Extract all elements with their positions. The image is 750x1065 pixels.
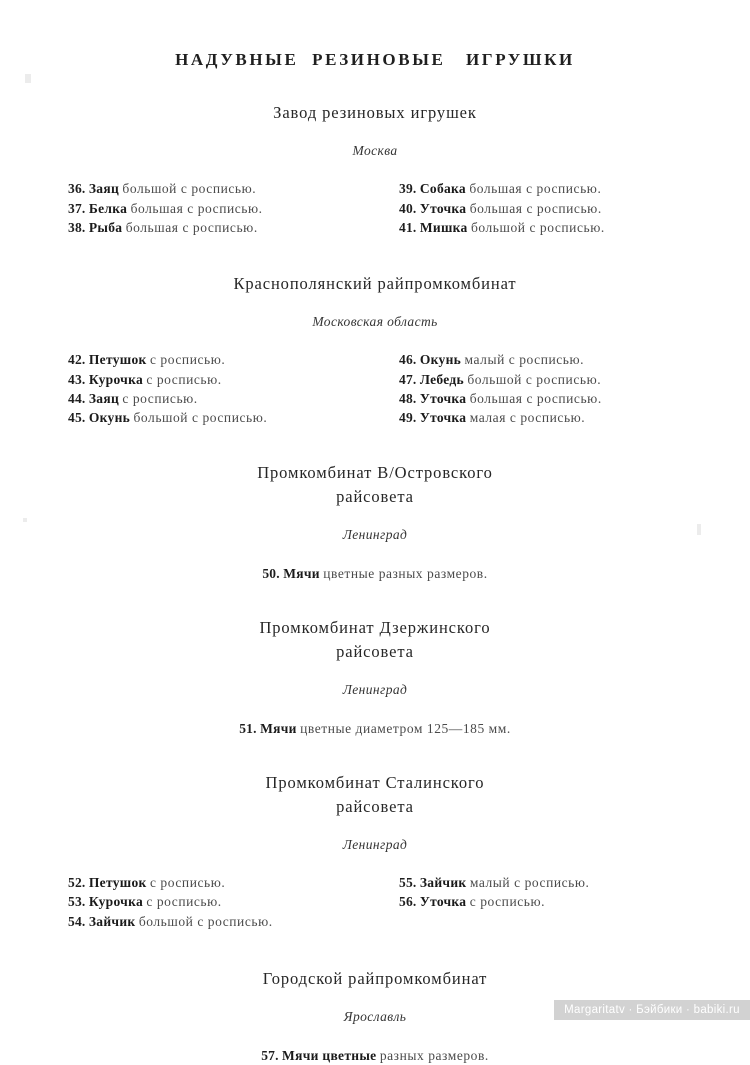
factory-name: Городской райпромкомбинат (262, 968, 488, 988)
item-number: 57. (261, 1048, 279, 1064)
factory-city: Московская область (312, 314, 438, 330)
list-item (68, 199, 350, 218)
factory-name-line1: Промкомбинат В/Островского (257, 463, 493, 483)
item-description: большой с росписью. (470, 219, 605, 235)
item-description: большая с росписью. (469, 390, 602, 406)
section-zavod-rezinovyh-igrushek (0, 101, 750, 237)
watermark: Margaritatv · Бэйбики · babiki.ru (554, 1000, 750, 1020)
item-number: 43. (68, 371, 86, 387)
item-name: Рыба (88, 219, 123, 235)
item-name: Лебедь (419, 371, 464, 387)
list-item (0, 1046, 750, 1065)
item-description: малая с росписью. (469, 410, 586, 426)
item-columns (0, 179, 750, 237)
item-name: Заяц (88, 181, 120, 197)
list-item (399, 370, 750, 389)
item-number: 51. (239, 721, 257, 737)
item-description: большая с росписью. (469, 200, 602, 216)
item-name: Зайчик (88, 913, 136, 929)
factory-name: Завод резиновых игрушек (273, 103, 477, 122)
list-item (68, 350, 350, 369)
list-item (399, 408, 750, 427)
factory-city: Москва (352, 143, 398, 159)
item-name: Мячи (260, 721, 297, 737)
item-columns (0, 873, 750, 931)
item-description: большая с росписью. (130, 200, 263, 216)
list-item (399, 218, 750, 237)
item-description: разных размеров. (379, 1048, 489, 1064)
item-name: Мячи цветные (282, 1048, 377, 1064)
item-name: Уточка (419, 390, 467, 406)
item-description: большой с росписью. (133, 410, 268, 426)
item-name: Уточка (419, 410, 467, 426)
item-list-centered (0, 719, 750, 738)
item-description: с росписью. (146, 371, 222, 387)
item-description: с росписью. (149, 875, 226, 891)
item-description: большая с росписью. (469, 181, 602, 197)
item-name: Заяц (88, 390, 120, 406)
item-name: Окунь (419, 352, 462, 368)
list-item (68, 370, 350, 389)
list-item (68, 873, 350, 892)
list-item (399, 199, 750, 218)
list-item (399, 389, 750, 408)
item-name: Мишка (419, 219, 468, 235)
list-item (68, 892, 350, 911)
item-description: малый с росписью. (469, 875, 590, 891)
item-columns (0, 350, 750, 427)
item-name: Курочка (88, 371, 144, 387)
list-item (399, 179, 750, 198)
item-number: 56. (399, 894, 417, 910)
item-description: цветные разных размеров. (323, 566, 488, 582)
list-item (399, 350, 750, 369)
item-name: Собака (419, 181, 466, 197)
item-number: 55. (399, 875, 417, 891)
item-name: Петушок (88, 352, 147, 368)
item-description: с росписью. (149, 352, 226, 368)
item-name: Уточка (419, 894, 467, 910)
item-list-centered (0, 564, 750, 583)
factory-name-line2: райсовета (336, 641, 414, 661)
factory-name: Краснополянский райпромкомбинат (233, 274, 517, 294)
item-column-left (0, 873, 350, 931)
scan-artifact (25, 74, 31, 83)
item-number: 46. (399, 352, 417, 368)
item-number: 41. (399, 219, 417, 235)
item-column-left (0, 179, 350, 237)
list-item (68, 912, 350, 931)
item-description: большой с росписью. (467, 371, 602, 387)
item-number: 53. (68, 894, 86, 910)
list-item (68, 389, 350, 408)
item-description: с росписью. (122, 390, 198, 406)
item-number: 45. (68, 410, 86, 426)
factory-name-line1: Промкомбинат Дзержинского (259, 618, 491, 638)
factory-city: Ленинград (342, 837, 408, 853)
item-description: цветные диаметром 125—185 мм. (300, 721, 511, 737)
item-number: 42. (68, 352, 86, 368)
item-number: 50. (262, 566, 280, 582)
factory-name-line2: райсовета (336, 486, 414, 506)
list-item (0, 719, 750, 738)
item-name: Окунь (88, 410, 131, 426)
item-number: 37. (68, 200, 86, 216)
item-number: 52. (68, 875, 86, 891)
item-number: 48. (399, 390, 417, 406)
item-description: с росписью. (146, 894, 222, 910)
section-krasnopolyanskiy-raypromkombinat (0, 272, 750, 427)
item-description: большая с росписью. (125, 219, 258, 235)
scan-artifact (697, 524, 701, 535)
item-number: 38. (68, 219, 86, 235)
item-name: Уточка (419, 200, 467, 216)
scan-artifact (23, 518, 27, 522)
item-column-right (350, 179, 750, 237)
factory-city: Ленинград (342, 527, 408, 543)
item-number: 39. (399, 181, 417, 197)
item-description: с росписью. (469, 894, 546, 910)
item-number: 49. (399, 410, 417, 426)
item-name: Курочка (88, 894, 144, 910)
item-name: Мячи (283, 566, 320, 582)
section-promkombinat-v-ostrovskogo (0, 461, 750, 583)
item-name: Белка (88, 200, 128, 216)
factory-city: Ленинград (342, 682, 408, 698)
page-title: НАДУВНЫЕ РЕЗИНОВЫЕ ИГРУШКИ (175, 50, 575, 69)
item-name: Зайчик (419, 875, 467, 891)
item-number: 44. (68, 390, 86, 406)
list-item (399, 892, 750, 911)
list-item (0, 564, 750, 583)
item-description: малый с росписью. (464, 352, 585, 368)
item-number: 47. (399, 371, 417, 387)
item-list-centered (0, 1046, 750, 1065)
factory-name-line2: райсовета (336, 796, 414, 816)
item-number: 36. (68, 181, 86, 197)
section-promkombinat-dzerzhinskogo (0, 616, 750, 738)
item-number: 54. (68, 913, 86, 929)
list-item (68, 179, 350, 198)
factory-name-line1: Промкомбинат Сталинского (265, 773, 485, 793)
item-column-left (0, 350, 350, 427)
list-item (399, 873, 750, 892)
section-promkombinat-stalinskogo (0, 771, 750, 930)
item-description: большой с росписью. (138, 913, 273, 929)
item-description: большой с росписью. (122, 181, 257, 197)
item-column-right (350, 873, 750, 931)
list-item (68, 408, 350, 427)
item-column-right (350, 350, 750, 427)
factory-city: Ярославль (343, 1009, 407, 1025)
item-name: Петушок (88, 875, 147, 891)
item-number: 40. (399, 200, 417, 216)
list-item (68, 218, 350, 237)
